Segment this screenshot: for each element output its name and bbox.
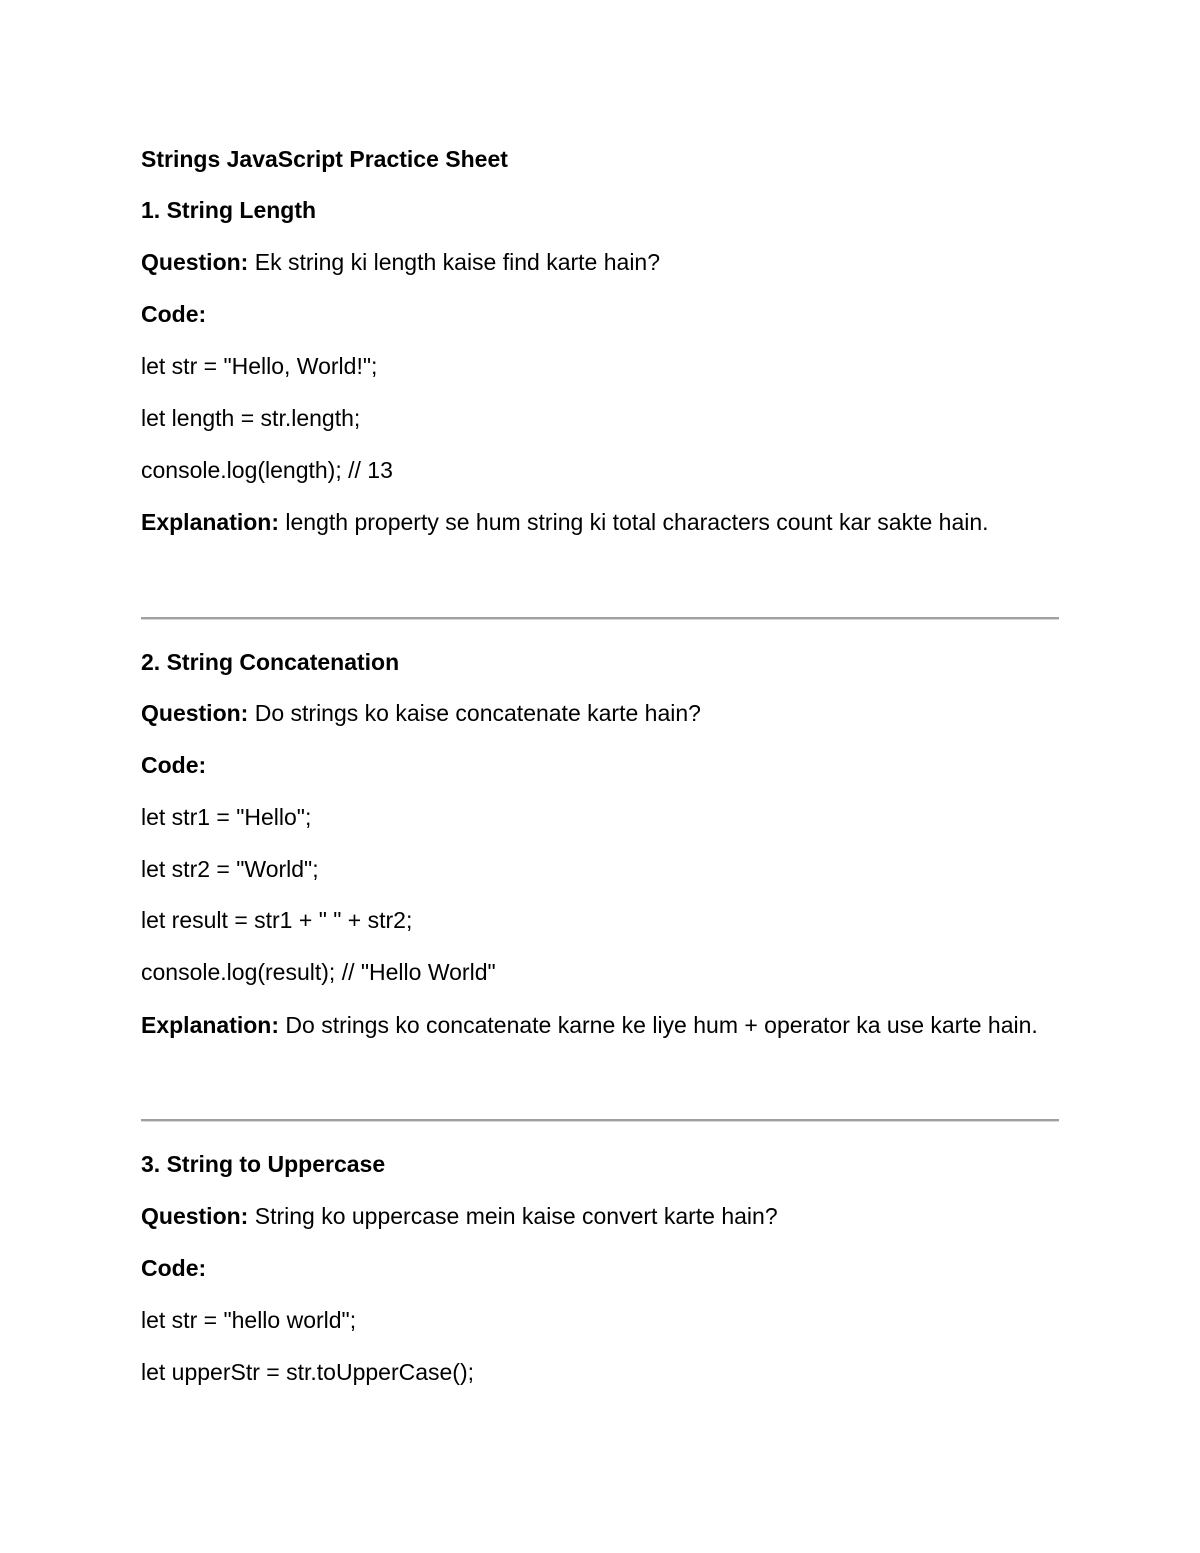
code-label: Code: <box>141 1255 207 1281</box>
question-label: Question: <box>141 1203 249 1229</box>
question-label: Question: <box>141 249 249 275</box>
explanation-line <box>141 1008 1061 1043</box>
explanation-label: Explanation: <box>141 1012 280 1038</box>
question-text: Ek string ki length kaise find karte hain? <box>254 249 661 275</box>
question-text: Do strings ko kaise concatenate karte hain? <box>254 700 701 726</box>
explanation-text: Do strings ko concatenate karne ke liye hum + operator ka use karte hain. <box>285 1012 1038 1038</box>
code-line: let str1 = "Hello"; <box>141 804 312 830</box>
code-label: Code: <box>141 752 207 778</box>
horizontal-rule <box>141 1119 1059 1122</box>
explanation-line <box>141 505 1061 540</box>
code-line: let length = str.length; <box>141 405 361 431</box>
explanation-text: length property se hum string ki total characters count kar sakte hain. <box>285 509 989 535</box>
question-line <box>141 245 660 280</box>
question-label: Question: <box>141 700 249 726</box>
section-heading: 1. String Length <box>141 197 317 223</box>
section-heading: 3. String to Uppercase <box>141 1151 386 1177</box>
horizontal-rule <box>141 617 1059 620</box>
code-line: let result = str1 + " " + str2; <box>141 907 413 933</box>
code-line: let str = "hello world"; <box>141 1307 357 1333</box>
section-heading: 2. String Concatenation <box>141 649 400 675</box>
page-title: Strings JavaScript Practice Sheet <box>141 146 508 172</box>
question-text: String ko uppercase mein kaise convert karte hain? <box>254 1203 778 1229</box>
code-line: let str = "Hello, World!"; <box>141 353 378 379</box>
explanation-label: Explanation: <box>141 509 280 535</box>
code-line: let upperStr = str.toUpperCase(); <box>141 1359 475 1385</box>
question-line <box>141 696 701 731</box>
code-line: let str2 = "World"; <box>141 856 319 882</box>
question-line <box>141 1199 778 1234</box>
code-line: console.log(result); // "Hello World" <box>141 959 496 985</box>
code-line: console.log(length); // 13 <box>141 457 393 483</box>
code-label: Code: <box>141 301 207 327</box>
